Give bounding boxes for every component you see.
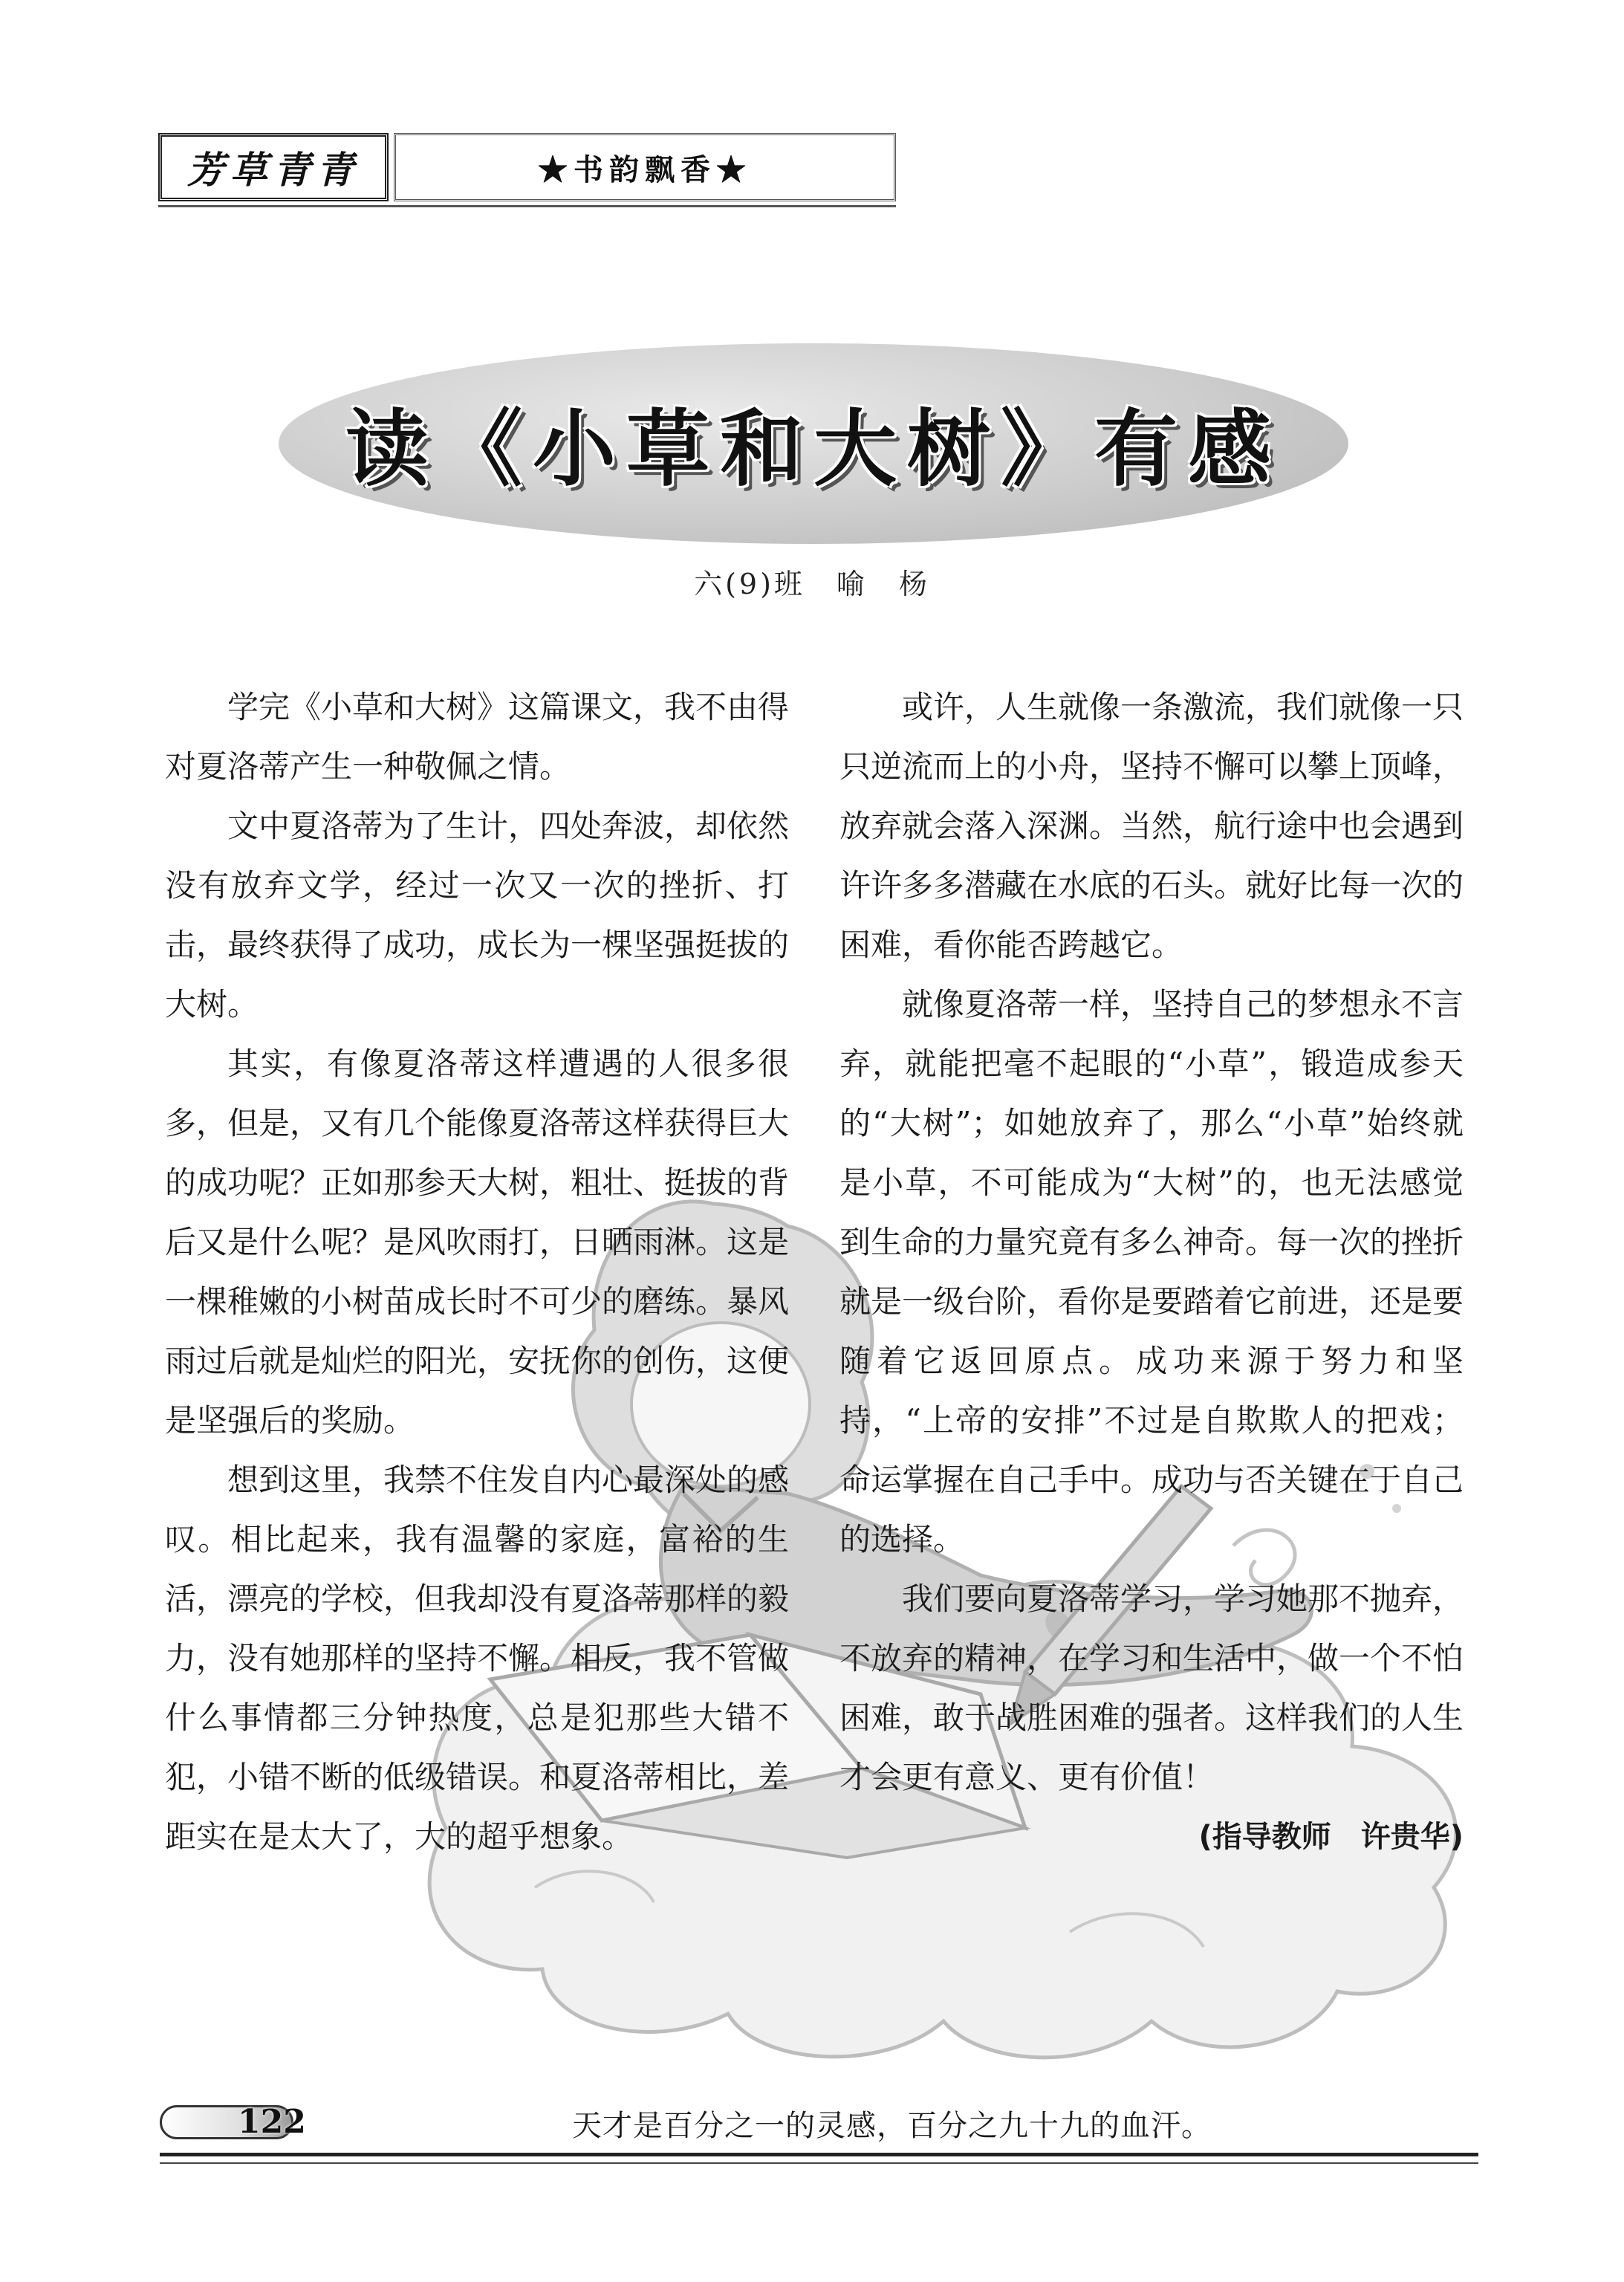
footer-rule-thick	[160, 2153, 1478, 2156]
paragraph: 想到这里，我禁不住发自内心最深处的感叹。相比起来，我有温馨的家庭，富裕的生活，漂亮的学校，但我却没有夏洛蒂那样的毅力，没有她那样的坚持不懈。相反，我不管做什么事情都三分钟热度，总是犯那些大错不犯，小错不断的低级错误。和夏洛蒂相比，差距实在是太大了，大的超乎想象。	[165, 1462, 790, 1855]
article-column-left	[165, 678, 789, 1867]
paragraph: 就像夏洛蒂一样，坚持自己的梦想永不言弃，就能把毫不起眼的“小草”，锻造成参天的“大树”；如她放弃了，那么“小草”始终就是小草，不可能成为“大树”的，也无法感觉到生命的力量究竟有多么神奇。每一次的挫折就是一级台阶，看你是要踏着它前进，还是要随着它返回原点。成功来源于努力和坚持，“上帝的安排”不过是自欺欺人的把戏；命运掌握在自己手中。成功与否关键在于自己的选择。	[839, 986, 1464, 1557]
paragraph: 我们要向夏洛蒂学习，学习她那不抛弃，不放弃的精神，在学习和生活中，做一个不怕困难，敢于战胜困难的强者。这样我们的人生才会更有意义、更有价值！	[839, 1581, 1464, 1795]
section-label: 芳草青青	[187, 148, 360, 192]
header-divider	[158, 205, 896, 207]
footer-quote: 天才是百分之一的灵感，百分之九十九的血汗。	[572, 2109, 1212, 2143]
paragraph: 文中夏洛蒂为了生计，四处奔波，却依然没有放弃文学，经过一次又一次的挫折、打击，最终获得了成功，成长为一棵坚强挺拔的大树。	[165, 808, 790, 1022]
article-credit: (指导教师 许贵华)	[1198, 1820, 1464, 1854]
article-title: 读《小草和大树》有感	[345, 401, 1282, 498]
paragraph: 或许，人生就像一条激流，我们就像一只只逆流而上的小舟，坚持不懈可以攀上顶峰，放弃就会落入深渊。当然，航行途中也会遇到许许多多潜藏在水底的石头。就好比每一次的困难，看你能否跨越它。	[839, 689, 1464, 963]
article-column-right	[839, 678, 1464, 1867]
paragraph: 其实，有像夏洛蒂这样遭遇的人很多很多，但是，又有几个能像夏洛蒂这样获得巨大的成功呢？正如那参天大树，粗壮、挺拔的背后又是什么呢？是风吹雨打，日晒雨淋。这是一棵稚嫩的小树苗成长时不可少的磨练。暴风雨过后就是灿烂的阳光，安抚你的创伤，这便是坚强后的奖励。	[165, 1046, 790, 1439]
column-label: ★书韵飘香★	[538, 152, 752, 187]
article-byline: 六(9)班 喻 杨	[694, 568, 930, 600]
section-label-box	[158, 133, 389, 201]
page-number: 122	[238, 2103, 306, 2141]
paragraph: 学完《小草和大树》这篇课文，我不由得对夏洛蒂产生一种敬佩之情。	[165, 689, 790, 785]
footer-rule-thin	[160, 2162, 1478, 2164]
column-label-box	[394, 133, 896, 201]
